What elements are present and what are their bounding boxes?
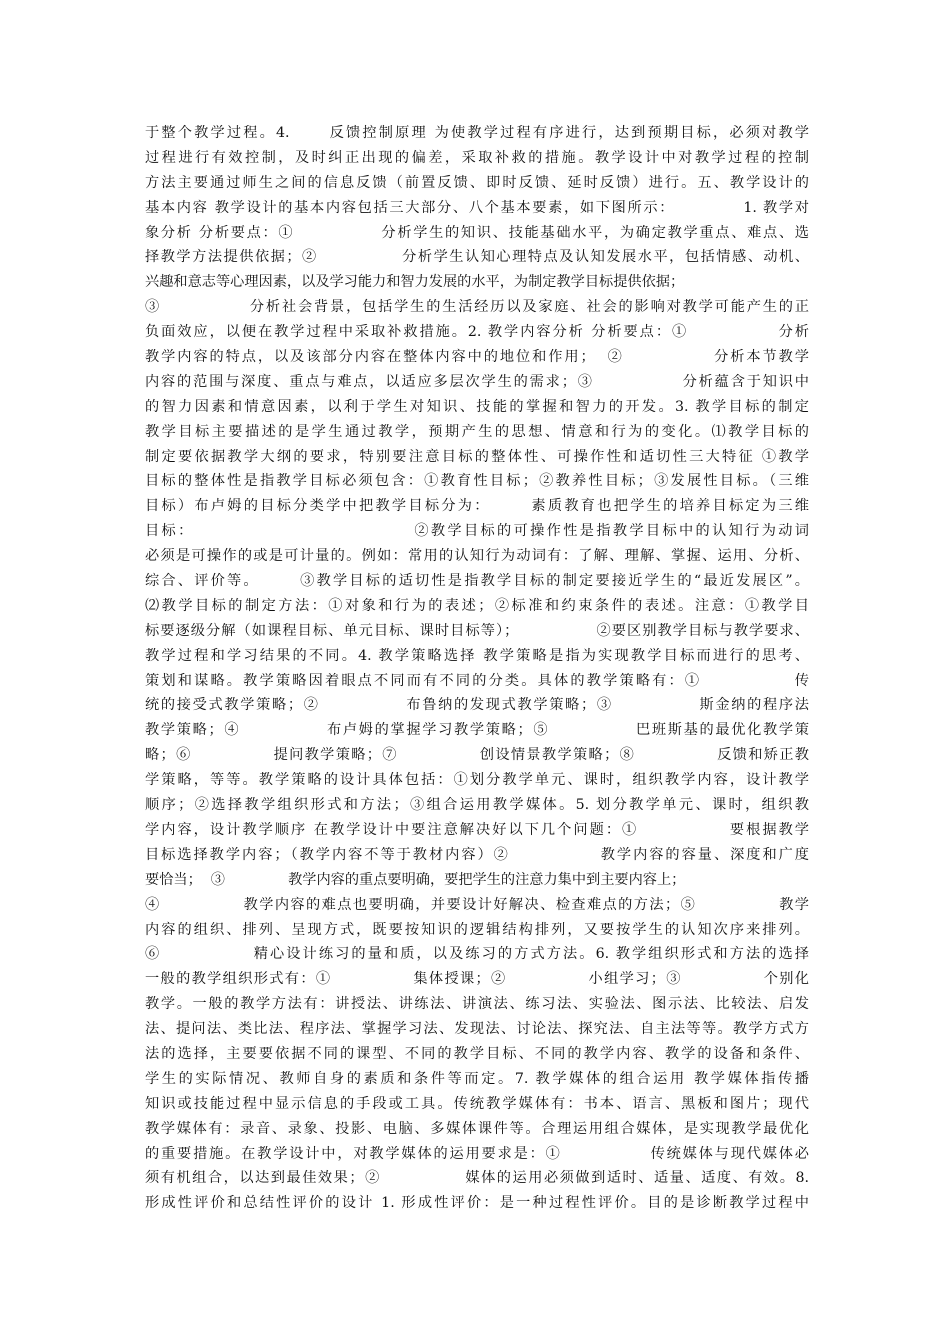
text-line: 的重要措施。在教学设计中，对教学媒体的运用要求是：① 传统媒体与现代媒体必 [145, 1145, 809, 1162]
text-line: 统的接受式教学策略；② 布鲁纳的发现式教学策略；③ 斯金纳的程序法 [145, 697, 809, 714]
text-line: 一般的教学组织形式有：① 集体授课；② 小组学习；③ 个别化 [145, 971, 809, 988]
text-line: 内容的范围与深度、重点与难点，以适应多层次学生的需求；③ 分析蕴含于知识中 [145, 373, 809, 390]
text-line: 略；⑥ 提问教学策略；⑦ 创设情景教学策略；⑧ 反馈和矫正教 [145, 747, 809, 764]
text-line: 教学策略；④ 布卢姆的掌握学习教学策略；⑤ 巴班斯基的最优化教学策 [145, 722, 809, 739]
text-line: 目标的整体性是指教学目标必须包含：①教育性目标；②教养性目标；③发展性目标。（三维 [145, 473, 809, 490]
text-line: 目标选择教学内容；（教学内容不等于教材内容）② 教学内容的容量、深度和广度 [145, 846, 809, 863]
text-line: ⑵教学目标的制定方法：①对象和行为的表述；②标准和约束条件的表述。注意：①教学目 [145, 597, 809, 614]
text-line: 目标： ②教学目标的可操作性是指教学目标中的认知行为动词 [145, 523, 809, 540]
text-line: 学内容，设计教学顺序 在教学设计中要注意解决好以下几个问题：① 要根据教学 [145, 821, 809, 838]
text-line: 过程进行有效控制，及时纠正出现的偏差，采取补救的措施。教学设计中对教学过程的控制 [145, 149, 809, 166]
text-line: 策划和谋略。教学策略因着眼点不同而有不同的分类。具体的教学策略有：① 传 [145, 672, 809, 689]
text-line: 教学过程和学习结果的不同。4. 教学策略选择 教学策略是指为实现教学目标而进行的思考、 [145, 647, 809, 664]
text-line: 兴趣和意志等心理因素，以及学习能力和智力发展的水平，为制定教学目标提供依据； [145, 274, 685, 291]
text-line: 须有机组合，以达到最佳效果；② 媒体的运用必须做到适时、适量、适度、有效。8. [145, 1170, 809, 1187]
text-line: 基本内容 教学设计的基本内容包括三大部分、八个基本要素，如下图所示： 1. 教学对 [145, 199, 809, 216]
text-line: 制定要依据教学大纲的要求，特别要注意目标的整体性、可操作性和适切性三大特征 ①教学 [145, 448, 809, 465]
text-line: 负面效应，以便在教学过程中采取补救措施。2. 教学内容分析 分析要点：① 分析 [145, 324, 809, 341]
text-line: 内容的组织、排列、呈现方式，既要按知识的逻辑结构排列，又要按学生的认知次序来排列。 [145, 921, 809, 938]
text-line: 教学媒体有：录音、录象、投影、电脑、多媒体课件等。合理运用组合媒体，是实现教学最优化 [145, 1120, 809, 1137]
text-line: 必须是可操作的或是可计量的。例如：常用的认知行为动词有：了解、理解、掌握、运用、分析、 [145, 548, 809, 565]
text-line: 目标）布卢姆的目标分类学中把教学目标分为： 素质教育也把学生的培养目标定为三维 [145, 498, 809, 515]
text-line: ⑥ 精心设计练习的量和质，以及练习的方式方法。6. 教学组织形式和方法的选择 [145, 946, 809, 963]
text-line: 要恰当； ③ 教学内容的重点要明确，要把学生的注意力集中到主要内容上； [145, 871, 686, 888]
text-line: 知识或技能过程中显示信息的手段或工具。传统教学媒体有：书本、语言、黑板和图片；现代 [145, 1095, 809, 1112]
text-line: 学生的实际情况、教师自身的素质和条件等而定。7. 教学媒体的组合运用 教学媒体指传播 [145, 1070, 809, 1087]
text-line: 法、提问法、类比法、程序法、掌握学习法、发现法、讨论法、探究法、自主法等等。教学方式方 [145, 1021, 809, 1038]
text-line: ④ 教学内容的难点也要明确，并要设计好解决、检查难点的方法；⑤ 教学 [145, 896, 809, 913]
text-line: 择教学方法提供依据；② 分析学生认知心理特点及认知发展水平，包括情感、动机、 [145, 249, 809, 266]
text-line: ③ 分析社会背景，包括学生的生活经历以及家庭、社会的影响对教学可能产生的正 [145, 299, 809, 316]
body-text [145, 121, 809, 1216]
text-line: 学策略，等等。教学策略的设计具体包括：①划分教学单元、课时，组织教学内容，设计教学 [145, 772, 809, 789]
text-line: 形成性评价和总结性评价的设计 1. 形成性评价：是一种过程性评价。目的是诊断教学过程中 [145, 1195, 809, 1212]
text-line: 的智力因素和情意因素，以利于学生对知识、技能的掌握和智力的开发。3. 教学目标的制定 [145, 398, 809, 415]
text-line: 象分析 分析要点：① 分析学生的知识、技能基础水平，为确定教学重点、难点、选 [145, 224, 809, 241]
text-line: 教学目标主要描述的是学生通过教学，预期产生的思想、情意和行为的变化。⑴教学目标的 [145, 423, 809, 440]
text-line: 顺序；②选择教学组织形式和方法；③组合运用教学媒体。5. 划分教学单元、课时，组织教 [145, 797, 809, 814]
text-line: 法的选择，主要要依据不同的课型、不同的教学目标、不同的教学内容、教学的设备和条件、 [145, 1045, 809, 1062]
text-line: 教学内容的特点，以及该部分内容在整体内容中的地位和作用； ② 分析本节教学 [145, 349, 809, 366]
text-line: 于整个教学过程。4. 反馈控制原理 为使教学过程有序进行，达到预期目标，必须对教学 [145, 125, 809, 141]
text-line: 方法主要通过师生之间的信息反馈（前置反馈、即时反馈、延时反馈）进行。五、教学设计的 [145, 174, 809, 191]
text-line: 综合、评价等。 ③教学目标的适切性是指教学目标的制定要接近学生的“最近发展区”。 [145, 573, 809, 590]
text-line: 标要逐级分解（如课程目标、单元目标、课时目标等）； ②要区别教学目标与教学要求、 [145, 622, 809, 639]
text-line: 教学。一般的教学方法有：讲授法、讲练法、讲演法、练习法、实验法、图示法、比较法、启发 [145, 996, 809, 1013]
